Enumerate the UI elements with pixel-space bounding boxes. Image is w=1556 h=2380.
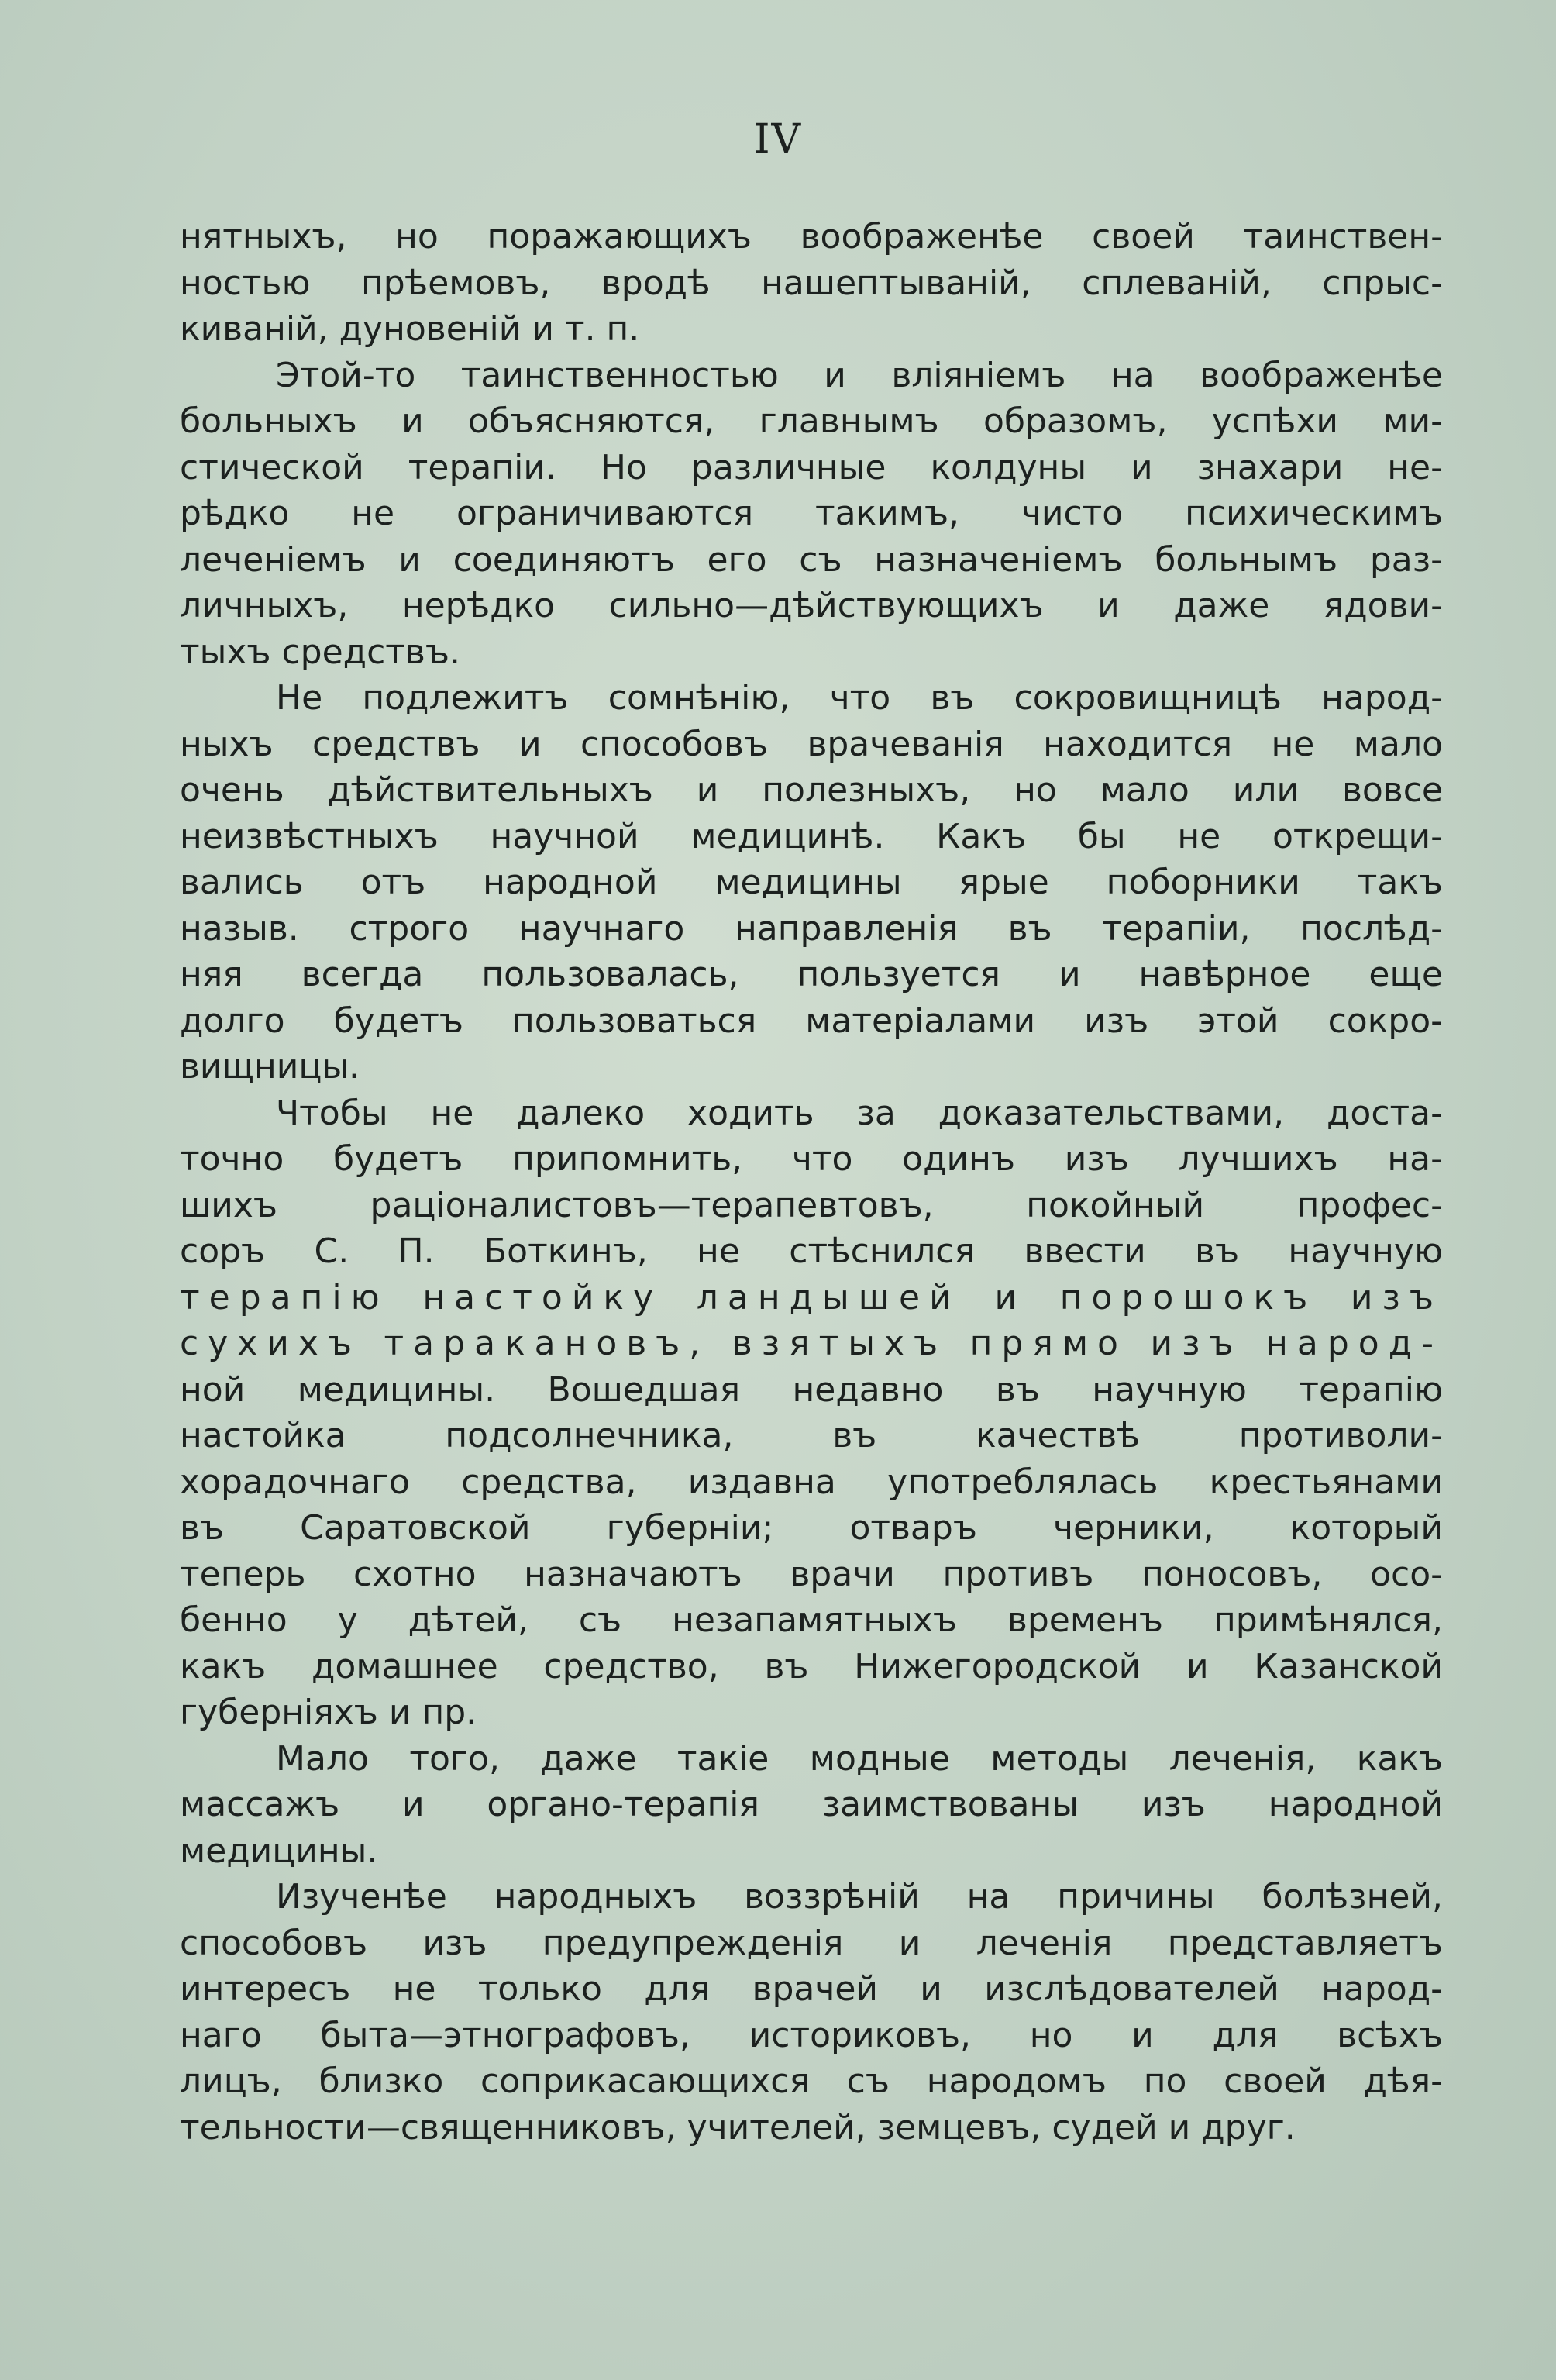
text-line: ностью прѣемовъ, вродѣ нашептываній, сплеваній, спрыс- xyxy=(180,263,1443,303)
text-line: вались отъ народной медицины ярые поборники такъ xyxy=(180,863,1443,902)
text-line: теперь схотно назначаютъ врачи противъ поносовъ, осо- xyxy=(180,1554,1443,1594)
text-line: стической терапіи. Но различные колдуны и знахари не- xyxy=(180,447,1443,487)
paragraph-start-line: Мало того, даже такіе модные методы леченія, какъ xyxy=(276,1738,1443,1779)
text-line: лицъ, близко соприкасающихся съ народомъ по своей дѣя- xyxy=(180,2061,1443,2101)
body-text xyxy=(180,214,1443,2151)
text-line: точно будетъ припомнить, что одинъ изъ лучшихъ на- xyxy=(180,1139,1443,1179)
text-line: шихъ раціоналистовъ—терапевтовъ, покойный профес- xyxy=(180,1185,1443,1225)
text-line: медицины. xyxy=(180,1831,378,1871)
text-line: ныхъ средствъ и способовъ врачеванія находится не мало xyxy=(180,724,1443,764)
text-line: способовъ изъ предупрежденія и леченія представляетъ xyxy=(180,1923,1443,1963)
text-line: личныхъ, нерѣдко сильно—дѣйствующихъ и даже ядови- xyxy=(180,586,1443,625)
text-line: массажъ и органо-терапія заимствованы изъ народной xyxy=(180,1785,1443,1824)
text-line: тельности—священниковъ, учителей, земцевъ, судей и друг. xyxy=(180,2107,1296,2148)
text-line: тыхъ средствъ. xyxy=(180,632,460,672)
text-line: долго будетъ пользоваться матеріалами изъ этой сокро- xyxy=(180,1001,1443,1041)
text-line: рѣдко не ограничиваются такимъ, чисто психическимъ xyxy=(180,494,1443,533)
page-number: IV xyxy=(753,116,803,163)
text-line: губерніяхъ и пр. xyxy=(180,1693,477,1732)
text-line: киваній, дуновеній и т. п. xyxy=(180,309,640,349)
text-line: назыв. строго научнаго направленія въ терапіи, послѣд- xyxy=(180,908,1443,949)
text-line-spaced: терапію настойку ландышей и порошокъ изъ xyxy=(180,1277,1443,1317)
text-line: бенно у дѣтей, съ незапамятныхъ временъ примѣнялся, xyxy=(180,1600,1443,1640)
text-line: вищницы. xyxy=(180,1047,360,1087)
text-line: хорадочнаго средства, издавна употреблялась крестьянами xyxy=(180,1462,1443,1502)
text-line: настойка подсолнечника, въ качествѣ противоли- xyxy=(180,1416,1443,1455)
paragraph-start-line: Чтобы не далеко ходить за доказательствами, доста- xyxy=(276,1093,1443,1133)
text-line: нятныхъ, но поражающихъ воображенѣе своей таинствен- xyxy=(180,217,1443,257)
text-line: соръ С. П. Боткинъ, не стѣснился ввести въ научную xyxy=(180,1231,1443,1271)
text-line: леченіемъ и соединяютъ его съ назначеніемъ больнымъ раз- xyxy=(180,539,1443,580)
text-line: въ Саратовской губерніи; отваръ черники, который xyxy=(180,1508,1443,1548)
text-line: наго быта—этнографовъ, историковъ, но и для всѣхъ xyxy=(180,2015,1443,2055)
text-line-spaced: сухихъ таракановъ, взятыхъ прямо изъ народ- xyxy=(180,1324,1443,1363)
text-line: больныхъ и объясняются, главнымъ образомъ, успѣхи ми- xyxy=(180,401,1443,441)
paragraph-start-line: Не подлежитъ сомнѣнію, что въ сокровищницѣ народ- xyxy=(276,678,1443,718)
text-line: интересъ не только для врачей и изслѣдователей народ- xyxy=(180,1969,1443,2009)
text-line: какъ домашнее средство, въ Нижегородской и Казанской xyxy=(180,1646,1443,1686)
text-line: очень дѣйствительныхъ и полезныхъ, но мало или вовсе xyxy=(180,770,1443,810)
text-line: няя всегда пользовалась, пользуется и навѣрное еще xyxy=(180,955,1443,994)
paragraph-start-line: Этой-то таинственностью и вліяніемъ на воображенѣе xyxy=(276,355,1443,395)
text-line: ной медицины. Вошедшая недавно въ научную терапію xyxy=(180,1369,1443,1410)
paragraph-start-line: Изученѣе народныхъ воззрѣній на причины болѣзней, xyxy=(276,1877,1443,1917)
text-line: неизвѣстныхъ научной медицинѣ. Какъ бы не открещи- xyxy=(180,816,1443,856)
